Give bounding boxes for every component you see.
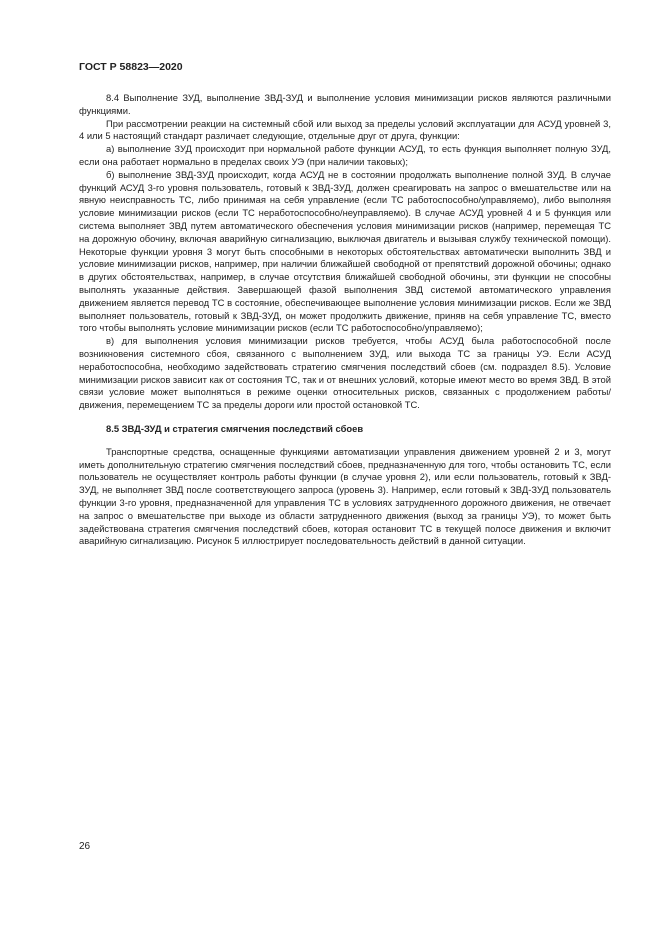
page-content xyxy=(79,92,611,548)
list-item-a: а) выполнение ЗУД происходит при нормальной работе функции АСУД, то есть функция выполняет полную ЗУД, если она работает нормально в пределах своих УЭ (при наличии таковых); xyxy=(79,143,611,167)
section-heading-8-5: 8.5 ЗВД-ЗУД и стратегия смягчения последствий сбоев xyxy=(106,422,364,434)
paragraph-8-5-body: Транспортные средства, оснащенные функциями автоматизации управления движением уровней 2 и 3, могут иметь дополнительную стратегию смягчения последствий сбоев, предназначенную для того, чтобы остановить ТС, если пользователь не осуществляет контроль работы функции (в случае уровня 2), или если пользователь, готовый к ЗВД-ЗУД, не выполняет ЗВД после соответствующего запроса (уровень 3). Например, если готовый к ЗВД-ЗУД пользователь функции 3-го уровня, предназначенной для управления ТС в условиях затрудненного дорожного движения, не отвечает на запрос о вмешательстве при выходе из области затрудненного движения (выход за границы УЭ), то может быть задействована стратегия смягчения последствий сбоев, которая остановит ТС в текущей полосе движения и включит аварийную сигнализацию. Рисунок 5 иллюстрирует последовательность действий в данной ситуации. xyxy=(79,445,611,547)
page-number: 26 xyxy=(79,841,91,852)
paragraph-8-4: 8.4 Выполнение ЗУД, выполнение ЗВД-ЗУД и выполнение условия минимизации рисков являются различными функциями. xyxy=(79,92,611,116)
paragraph-intro-functions: При рассмотрении реакции на системный сбой или выход за пределы условий эксплуатации для АСУД уровней 3, 4 или 5 настоящий стандарт различает следующие, отдельные друг от друга, функции: xyxy=(79,117,611,142)
document-header: ГОСТ Р 58823—2020 xyxy=(79,61,183,73)
list-item-v: в) для выполнения условия минимизации рисков требуется, чтобы АСУД была работоспособной после возникновения системного сбоя, связанного с выполнением ЗУД, или выхода ТС за границы УЭ. Если АСУД неработоспособна, необходимо задействовать стратегию смягчения последствий сбоев (см. подраздел 8.5). Условие минимизации рисков зависит как от состояния ТС, так и от внешних условий, которые имеют место во время ЗВД. В этой связи условие может выполняться в режиме оценки относительных рисков, связанных с продолжением работы/движения, перемещением ТС за пределы дороги или простой остановкой ТС. xyxy=(79,335,611,411)
list-item-b: б) выполнение ЗВД-ЗУД происходит, когда АСУД не в состоянии продолжать выполнение полной ЗУД. В случае функций АСУД 3-го уровня пользователь, готовый к ЗВД-ЗУД, должен среагировать на запрос о вмешательстве или на явную неисправность ТС, либо принимая на себя управление (если ТС работоспособно/управляемо), либо выполняя условие минимизации рисков (если ТС неработоспособно/неуправляемо). В случае АСУД уровней 4 и 5 функция или система выполняет ЗВД путем автоматического обеспечения условия минимизации рисков (например, перемещая ТС на дорожную обочину, включая аварийную сигнализацию, выключая двигатель и вызывая службу технической помощи). Некоторые функции уровня 3 могут быть способными в некоторых обстоятельствах автоматически выполнить ЗВД и условие минимизации рисков, например, при наличии ближайшей свободной от препятствий дорожной обочины; однако в других обстоятельствах, например, в случае отсутствия ближайшей свободной обочины, эти функции не способны выполнять указанные действия. Завершающей фазой выполнения ЗВД системой автоматического управления движением является перевод ТС в состояние, обеспечивающее выполнение условия минимизации рисков. Если же ЗВД выполняет пользователь, готовый к ЗВД-ЗУД, он может продолжить движение, приняв на себя управление ТС, вместо того чтобы выполнять условие минимизации рисков (если ТС работоспособно/управляемо); xyxy=(79,168,611,334)
